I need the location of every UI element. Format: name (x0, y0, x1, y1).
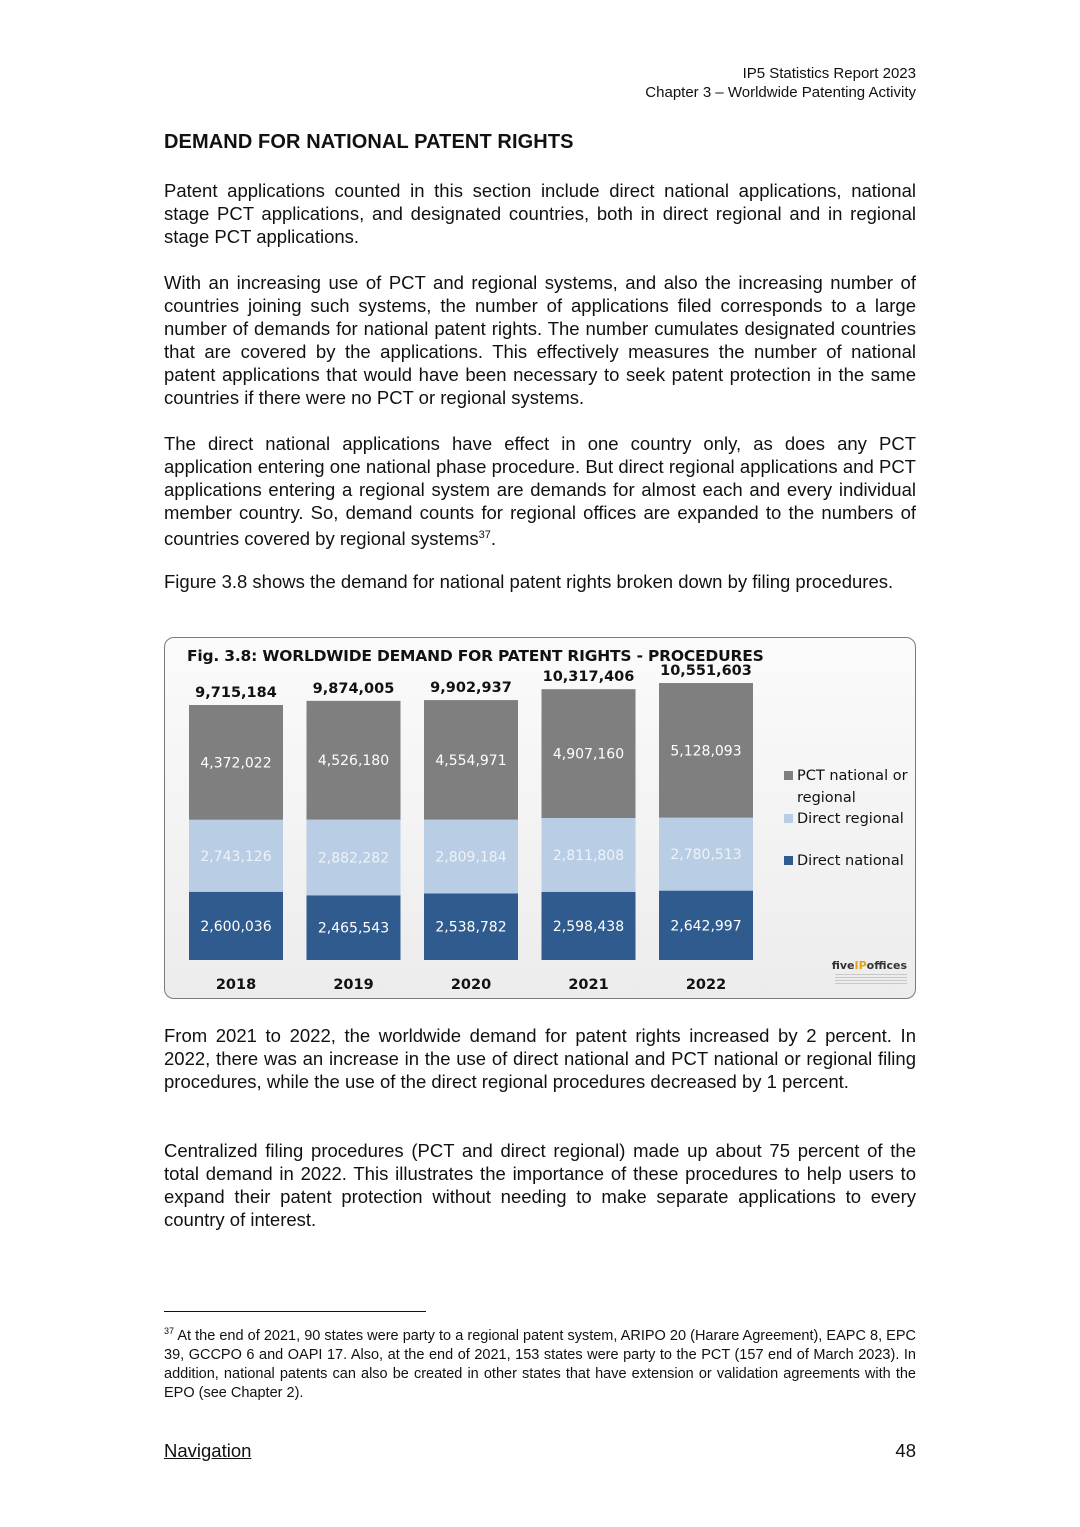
footnote-number: 37 (164, 1326, 175, 1336)
paragraph-4: Figure 3.8 shows the demand for national patent rights broken down by filing procedures. (164, 571, 894, 592)
legend-label-pct-national-or-regional-line2: regional (797, 790, 856, 806)
footnote-text: At the end of 2021, 90 states were party to a regional patent system, ARIPO 20 (Harare Agreement), EAPC 8, EPC 39, GCCPO 6 and OAPI 17. Also, at the end of 2021, 153 states were party to the PCT (157 end of March 2023). In addition, national patents can also be created in other states that have extension or validation agreements with the EPO (see Chapter 2). (164, 1327, 917, 1401)
x-tick-label-2018: 2018 (215, 977, 257, 993)
figure-title: Fig. 3.8: WORLDWIDE DEMAND FOR PATENT RIGHTS - PROCEDURES (187, 647, 764, 665)
segment-label-pct-national-or-regional-2022: 5,128,093 (670, 743, 742, 760)
segment-label-direct-regional-2022: 2,780,513 (670, 847, 742, 864)
x-tick-label-2019: 2019 (333, 977, 374, 993)
segment-label-direct-regional-2021: 2,811,808 (552, 847, 625, 864)
section-title: DEMAND FOR NATIONAL PATENT RIGHTS (164, 131, 574, 153)
segment-label-pct-national-or-regional-2020: 4,554,971 (435, 752, 507, 769)
total-label-2020: 9,902,937 (430, 680, 512, 697)
footnote (164, 1322, 916, 1403)
navigation-link[interactable]: Navigation (164, 1440, 252, 1461)
footnote-reference[interactable]: 37 (478, 529, 491, 541)
paragraph-2: With an increasing use of PCT and regional systems, and also the increasing number of countries joining such systems, the number of applications filed corresponds to a large number of demands for national patent rights. The number cumulates designated countries that are covered by the applications. This effectively measures the number of national patent applications that would have been necessary to seek patent protection in the same countries if there were no PCT or regional systems. (164, 272, 916, 408)
segment-label-pct-national-or-regional-2019: 4,526,180 (317, 753, 390, 770)
segment-label-pct-national-or-regional-2021: 4,907,160 (552, 746, 625, 763)
paragraph-5: From 2021 to 2022, the worldwide demand for patent rights increased by 2 percent. In 2022, there was an increase in the use of direct national and PCT national or regional filing procedures, while the use of the direct regional procedures decreased by 1 percent. (164, 1025, 916, 1092)
paragraph-3 (164, 432, 916, 550)
legend-swatch-pct-national-or-regional (784, 771, 793, 780)
report-title: IP5 Statistics Report 2023 (742, 65, 916, 82)
stacked-bar-chart (165, 638, 917, 1000)
page-header (645, 64, 916, 102)
segment-label-direct-national-2020: 2,538,782 (435, 919, 507, 936)
five-ip-offices-logo (832, 959, 907, 984)
legend-swatch-direct-regional (784, 814, 793, 823)
paragraph-6: Centralized filing procedures (PCT and direct regional) made up about 75 percent of the total demand in 2022. This illustrates the importance of these procedures to help users to expand their patent protection without needing to make separate applications to every country of interest. (164, 1140, 916, 1230)
segment-label-direct-regional-2018: 2,743,126 (200, 848, 272, 865)
logo-text: fiveIPoffices (831, 959, 907, 972)
footnote-divider (164, 1311, 426, 1312)
total-label-2018: 9,715,184 (195, 685, 277, 701)
legend-label-pct-national-or-regional: PCT national or (797, 768, 908, 784)
segment-label-direct-national-2019: 2,465,543 (317, 920, 390, 937)
segment-label-direct-regional-2019: 2,882,282 (317, 850, 390, 867)
segment-label-direct-national-2022: 2,642,997 (670, 918, 742, 935)
page-number: 48 (895, 1440, 916, 1461)
x-tick-label-2020: 2020 (450, 977, 492, 993)
legend-label-direct-national: Direct national (797, 853, 904, 869)
segment-label-direct-national-2018: 2,600,036 (200, 918, 272, 935)
segment-label-direct-regional-2020: 2,809,184 (435, 849, 507, 866)
paragraph-1: Patent applications counted in this section include direct national applications, national stage PCT applications, and designated countries, both in direct regional and in regional stage PCT applications. (164, 180, 916, 247)
total-label-2019: 9,874,005 (312, 680, 395, 697)
logo-fine-print (832, 974, 907, 984)
legend-label-direct-regional: Direct regional (797, 811, 904, 827)
segment-label-pct-national-or-regional-2018: 4,372,022 (200, 755, 272, 772)
paragraph-3-end: . (490, 528, 497, 550)
x-tick-label-2022: 2022 (685, 977, 727, 993)
total-label-2022: 10,551,603 (660, 663, 752, 680)
paragraph-3-text: The direct national applications have effect in one country only, as does any PCT application entering one national phase procedure. But direct regional applications and PCT applications entering a regional system are demands for almost each and every individual member country. So, demand counts for regional offices are expanded to the numbers of countries covered by regional systems (164, 433, 916, 550)
legend-swatch-direct-national (784, 856, 793, 865)
total-label-2021: 10,317,406 (542, 669, 635, 686)
chapter-title: Chapter 3 – Worldwide Patenting Activity (645, 84, 916, 101)
x-tick-label-2021: 2021 (568, 977, 609, 993)
segment-label-direct-national-2021: 2,598,438 (552, 918, 625, 935)
figure-3-8 (164, 637, 916, 999)
